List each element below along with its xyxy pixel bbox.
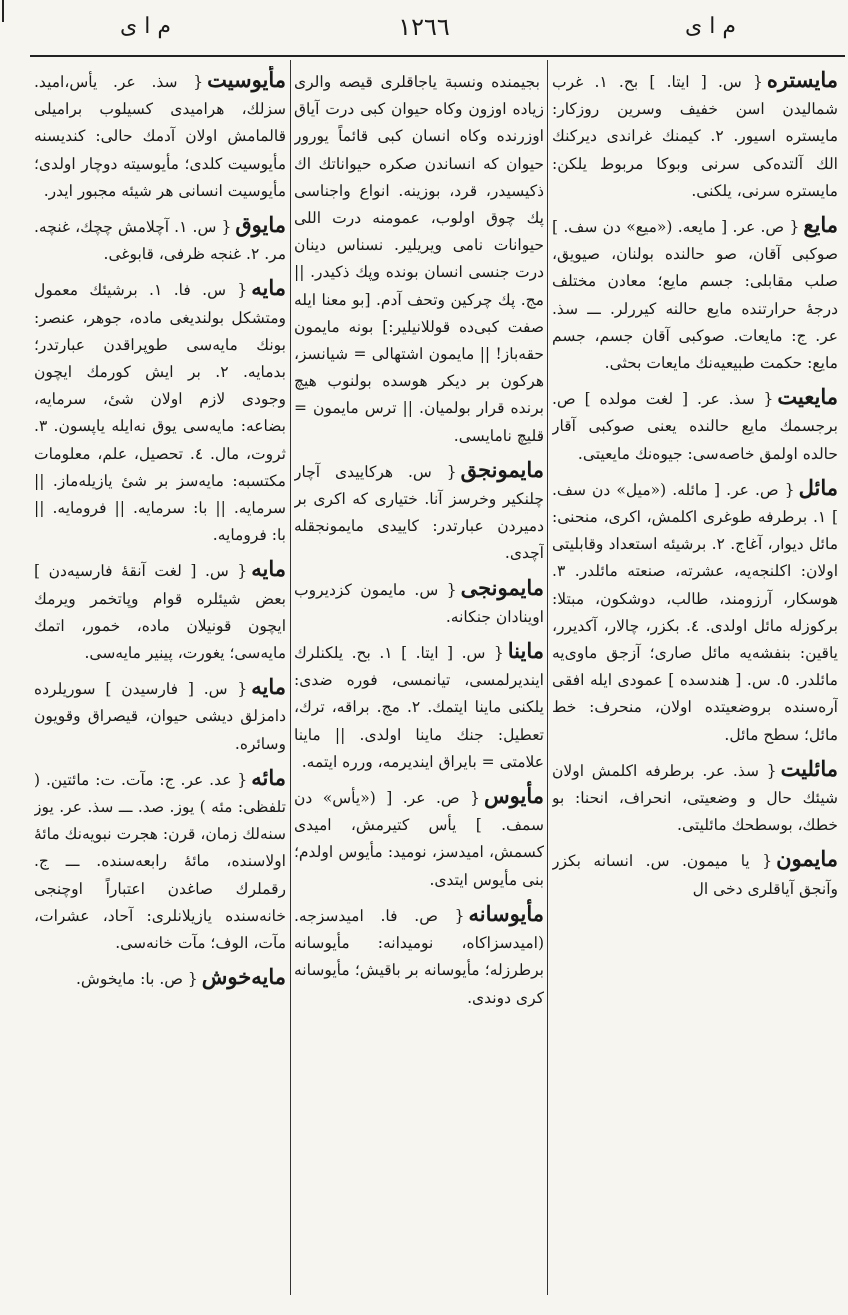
headword: مایه‌خوش: [201, 964, 286, 990]
definition: { س. مایمون کزدیروب اوینادان جنکانه.: [294, 580, 544, 626]
dictionary-entry: [294, 637, 544, 776]
headword: مایمونجی: [460, 574, 544, 600]
headword: مایعیت: [777, 384, 838, 410]
column-divider-right: [547, 60, 548, 1295]
dictionary-entry: [294, 782, 544, 894]
definition: { س. [ لغت آنقهٔ فارسیه‌دن ] بعض شیئلره قوام وپاتخمر ویرمك ایچون قونیلان ماده، خمور، اتمك مایه‌سی؛ یغورت، پینیر مایه‌سی.: [34, 562, 286, 663]
dictionary-entry: [34, 66, 286, 205]
definition: { س. [ ایتا. ] بح. ١. غرب شمالیدن اسن خفیف وسرین روزکار: مایستره اسیور. ٢. کیمنك غراندی دیرکنك الك آلتده‌کی سرنی وبوکا مربوط یلکن: مایستره سرنی، یلکنی.: [552, 73, 838, 200]
definition: { ص. عر. [ مائله. («میل» دن سف. ] ١. برطرفه طوغری اکلمش، اکری، منحنی: مائل دیوار، آغاج. ٢. برشیئه استعداد وقابلیتی اولان: اکلنجه‌یه، عشرته، صنعته مائلدر. ٣. هوسکار، آرزومند، طالب، دوشکون، مبتلا: برکوزله مائل اولدی. ٤. بکزر، چالار، آکدیرر، یاقین: بنفشه‌یه مائل صاری؛ آزجق ماوی‌یه مائلدر. ٥. س. [ هندسده ] عمودی ایله افقی آره‌سنده بروضعیتده اولان، منحرف: خط مائل؛ سطح مائل.: [552, 480, 838, 744]
definition: { ص. عر. [ مایعه. («میع» دن سف. ] صوکبی آقان، صو حالنده بولنان، صیویق، صلب مقابلی: جسم مایع؛ معادن مختلف درجهٔ حرارتنده مایع حالنه کیررلر. ـــ سذ. عر. ج: مایعات. صوکبی آقان جسم، جسم مایع: حکمت طبیعیه‌نك مایعات بحثی.: [552, 218, 838, 373]
dictionary-entry: [34, 673, 286, 758]
header-rule: [30, 55, 845, 57]
headword: ماینا: [507, 638, 544, 664]
dictionary-entry: [294, 456, 544, 568]
dictionary-entry: [294, 574, 544, 631]
dictionary-entry: [552, 211, 838, 377]
definition: بجیمنده ونسبة یاجاقلری قیصه والری زیاده اوزون وکاه حیوان کبی درت آیاق اوزرنده وکاه انسان کبی قائماً یورور حیوان که انساندن صکره حیواناتك اك ذکیسیدر، قرد، بوزینه. انواع واجناسی پك چوق اولوب، عمومنه درت اللی حیوانات نامی ویریلیر. نسناس دینان درت جنسی انسان بونده وپك ذکیدر. || مج. پك چرکین وتحف آدم. [بو معنا ایله صفت کبی‌ده قوللانیلیر:] بونه مایمون حقه‌باز! || مایمون اشتهالی = شیانسز، هرکون بر دیکر هوسده بولنوب هیچ برنده قرار بولمیان. || ترس مایمون = قلیچ نامایسی.: [294, 73, 544, 445]
definition: { س. ١. آچلامش چچك، غنچه. مر. ٢. غنجه ظرفی، قابوغی.: [34, 218, 286, 264]
headword: مائه: [251, 764, 286, 790]
definition: { س. [ فارسیدن ] سوریلرده دامزلق دیشی حیوان، قیصراق وقویون وسائره.: [34, 680, 286, 753]
headword: مایه: [251, 556, 286, 582]
dictionary-entry: [34, 211, 286, 268]
headword: مائلیت: [780, 755, 838, 781]
dictionary-entry: [552, 755, 838, 840]
column-divider-left: [290, 60, 291, 1295]
dictionary-entry: [552, 845, 838, 902]
definition: { س. فا. ١. برشیئك معمول ومتشکل بولندیغی ماده، جوهر، عنصر: بونك مایه‌سی طوپراقدن عبارتدر؛ بدمایه. ٢. بر ایش کورمك ایچون وجودی لازم اولان شیٔ، سرمایه، بضاعه: مایه‌سی یوق نه‌ایله یاپسون. ٣. ثروت، مال. ٤. تحصیل، علم، معلومات مکتسبه: مایه‌سز بر شیٔ یازیله‌ماز. || سرمایه. || با: سرمایه. || فرومایه. || با: فرومایه.: [34, 281, 286, 545]
headword: مائل: [798, 474, 838, 500]
definition: { س. هرکاییدی آچار چلنکیر وخرسز آنا. ختیاری که اکری بر دمیردن عبارتدر: کاییدی مایمونجقله آچدی.: [294, 462, 544, 563]
headword: مایمون: [776, 846, 838, 872]
dictionary-entry: [34, 963, 286, 993]
column-middle: [294, 66, 544, 1291]
dictionary-entry: [294, 900, 544, 1012]
dictionary-entry: [552, 383, 838, 468]
definition: { یا میمون. س. انسانه بکزر وآنجق آیاقلری دخی ال: [552, 852, 838, 898]
definition: { سذ. عر. یأس،امید. سزلك، هرامیدی کسیلوب برامیلی قالمامش اولان آدمك حالی: کندیسنه مأیوسیت کلدی؛ مأیوسیته دوچار اولدی؛ مأیوسیت انسانی هر شیئه مجبور ایدر.: [34, 73, 286, 200]
column-right: [552, 66, 838, 1291]
dictionary-entry: [294, 66, 544, 450]
definition: { س. [ ایتا. ] ١. بح. یلکنلرك ایندیرلمسی، تیانمسی، فوره ضدی: یلکنی ماینا ایتمك. ٢. مج. براقه، ترك، تعطیل: جنك ماینا اولدی. || ماینا علامتی = بایراق ایندیرمه، ورره ایتمه.: [294, 644, 544, 771]
dictionary-entry: [552, 474, 838, 749]
page-number: ١٢٦٦: [398, 13, 450, 41]
header-letters-left: م ا ى: [120, 14, 171, 39]
headword: مأیوسیت: [207, 67, 286, 92]
headword: مایع: [803, 212, 838, 238]
definition: { عد. عر. ج: مآت. ت: مائتین. ( تلفظی: مئه ) یوز. صد. ـــ سذ. عر. یوز سنه‌لك زمان، قرن: هجرت نبویه‌نك مائهٔ اولاسنده، مائهٔ رابعه‌سنده. ـــ ج. رقملرك صاغدن اعتباراً اوچنجی خانه‌سنده یازیلانلری: آحاد، عشرات، مآت، الوف؛ مآت خانه‌سی.: [34, 770, 286, 953]
headword: مایه: [251, 275, 286, 301]
dictionary-entry: [34, 274, 286, 549]
definition: { ص. با: مایخوش.: [76, 970, 198, 989]
header-letters-right: م ا ى: [685, 14, 736, 39]
headword: مأیوس: [484, 783, 544, 809]
headword: مایه: [251, 674, 286, 700]
headword: مایوق: [235, 212, 286, 238]
definition: { سذ. عر. [ لغت مولده ] ص. برجسمك مایع حالنده یعنی صوکبی آقار حالده اولمق خاصه‌سی: جیوه‌نك مایعیتی.: [552, 390, 838, 463]
margin-mark: [2, 0, 4, 22]
definition: { ص. عر. [ («یأس» دن سمف. ] یأس کتیرمش، امیدی کسمش، امیدسز، نومید: مأیوس اولدم؛ بنی مأیوس ایتدی.: [294, 789, 544, 889]
dictionary-entry: [34, 555, 286, 667]
headword: مایستره: [766, 67, 838, 92]
dictionary-entry: [552, 66, 838, 205]
definition: { ص. فا. امیدسزجه. (امیدسزاکاه، نومیدانه: مأیوسانه برطرزله؛ مأیوسانه بر باقیش؛ مأیوسانه کری دوندی.: [294, 906, 544, 1007]
dictionary-entry: [34, 764, 286, 957]
definition: { سذ. عر. برطرفه اکلمش اولان شیئك حال و وضعیتی، انحراف، انحنا: بو خطك، بوسطحك مائلیتی.: [552, 761, 838, 835]
headword: مأیوسانه: [468, 900, 544, 926]
headword: مایمونجق: [460, 456, 544, 482]
column-left: [34, 66, 286, 1291]
